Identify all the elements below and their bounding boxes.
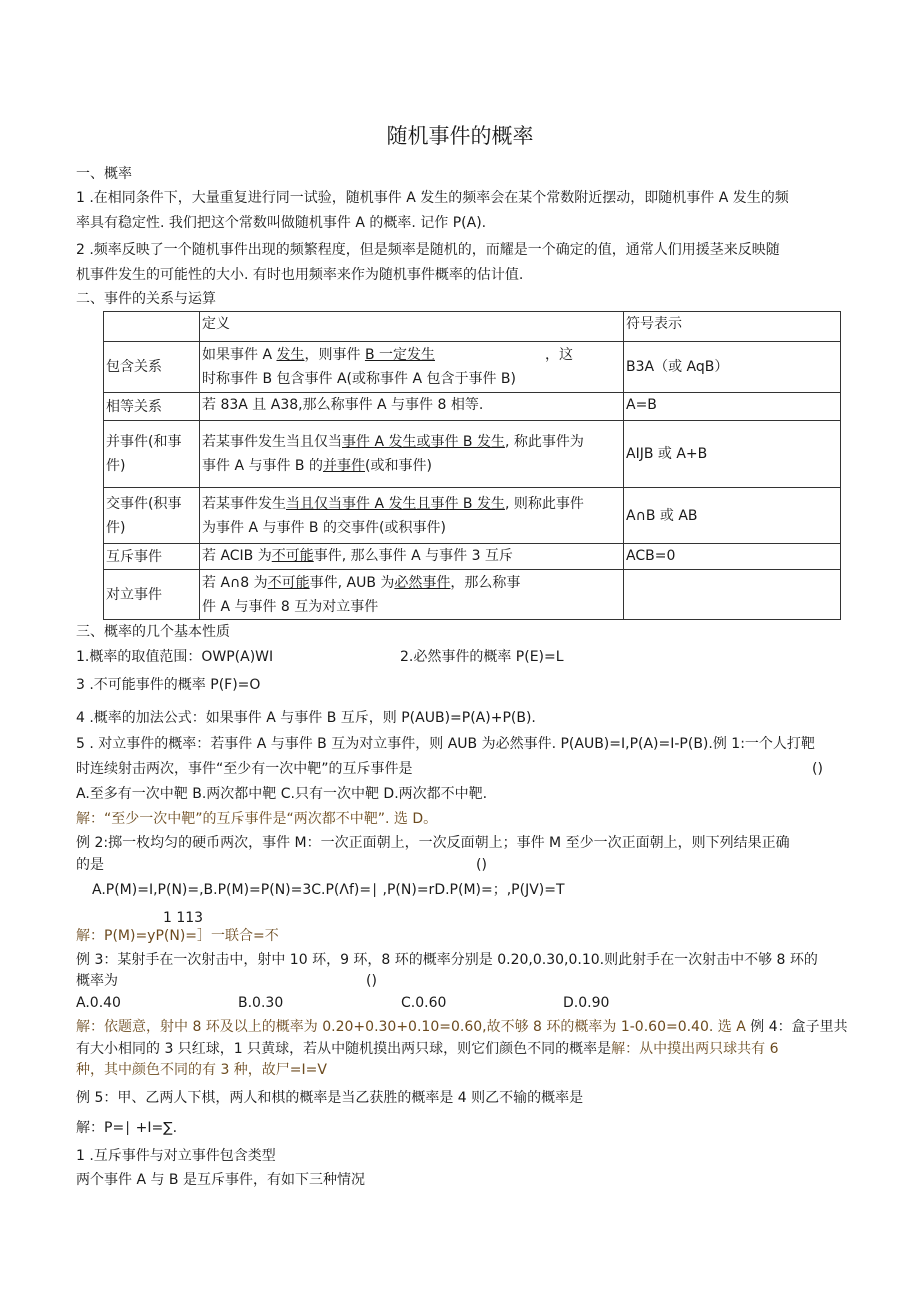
relation-name: 互斥事件 [104, 544, 200, 570]
example1-options: A.至多有一次中靶 B.两次都中靶 C.只有一次中靶 D.两次都不中靶. [76, 786, 488, 802]
example4-solution-b: 种，其中颜色不同的有 3 种，故尸=I=V [76, 1062, 327, 1078]
example4-question-a: 例 4：盒子里共 [745, 1019, 848, 1035]
example3-solution: 解：依题意，射中 8 环及以上的概率为 0.20+0.30+0.10=0.60,故不够 8 环的概率为 1-0.60=0.40. 选 A [76, 1019, 746, 1035]
property-5a: 5 . 对立事件的概率：若事件 A 与事件 B 互为对立事件，则 AUB 为必然事件. P(AUB)=I,P(A)=I-P(B).例 1:一个人打靶 [76, 736, 815, 752]
table-row [104, 393, 841, 421]
section-heading-properties: 三、概率的几个基本性质 [76, 624, 230, 640]
header-definition: 定义 [200, 312, 624, 342]
subsection-text: 两个事件 A 与 B 是互斥事件，有如下三种情况 [76, 1172, 365, 1188]
table-header-row [104, 312, 841, 342]
example2-options: A.P(M)=I,P(N)=,B.P(M)=P(N)=3C.P(Λf)=∣ ,P(N)=rD.P(M)=；,P(JV)=T [92, 882, 565, 898]
example4-solution-a: 解：从中摸出两只球共有 6 [611, 1041, 779, 1057]
table-row [104, 544, 841, 570]
section-heading-probability: 一、概率 [76, 166, 132, 182]
relation-symbol: B3A（或 AqB） [624, 342, 841, 393]
relation-definition: 若 83A 且 A38,那么称事件 A 与事件 8 相等. [200, 393, 624, 421]
relation-symbol: ACB=0 [624, 544, 841, 570]
property-4: 4 .概率的加法公式：如果事件 A 与事件 B 互斥，则 P(AUB)=P(A)+P(B). [76, 710, 536, 726]
relation-definition [200, 342, 624, 393]
example3-option-c: C.0.60 [401, 995, 447, 1011]
section-heading-relations: 二、事件的关系与运算 [76, 291, 216, 307]
example2-solution: 解：P(M)=yP(N)=］一联合=不 [76, 928, 279, 944]
example3-option-d: D.0.90 [563, 995, 610, 1011]
subsection-heading: 1 .互斥事件与对立事件包含类型 [76, 1148, 276, 1164]
def-text: ，这 [545, 347, 573, 363]
example1-solution: 解：“至少一次中靶”的互斥事件是“两次都不中靶”. 选 D。 [76, 811, 438, 827]
event-relations-table [103, 311, 841, 620]
relation-definition: 若某事件发生当且仅当事件 A 发生或事件 B 发生, 称此事件为 事件 A 与事件 B 的并事件(或和事件) [200, 421, 624, 488]
def-underlined: B 一定发生 [364, 347, 435, 363]
example2-question-a: 例 2:掷一枚均匀的硬币两次，事件 M：一次正面朝上，一次反面朝上；事件 M 至少一次正面朝上，则下列结果正确 [76, 835, 790, 851]
relation-definition: 若某事件发生当且仅当事件 A 发生且事件 B 发生, 则称此事件 为事件 A 与事件 B 的交事件(或积事件) [200, 488, 624, 544]
example3-question-a: 例 3：某射手在一次射击中，射中 10 环，9 环，8 环的概率分别是 0.20,0.30,0.10.则此射手在一次射击中不够 8 环的 [76, 952, 818, 968]
property-1: 1.概率的取值范围：OWP(A)WI [76, 649, 274, 665]
paragraph-2b: 机事件发生的可能性的大小. 有时也用频率来作为随机事件概率的估计值. [76, 267, 524, 283]
table-row [104, 421, 841, 488]
table-row [104, 488, 841, 544]
def-underlined: 并事件 [322, 458, 365, 474]
page-title: 随机事件的概率 [386, 124, 534, 148]
paragraph-1a: 1 .在相同条件下，大量重复进行同一试验，随机事件 A 发生的频率会在某个常数附近摆动，即随机事件 A 发生的频 [76, 190, 789, 206]
def-underlined: 不可能 [271, 548, 314, 564]
def-underlined: 必然事件 [394, 574, 451, 591]
example5-solution: 解：P=∣ +I=∑. [76, 1120, 178, 1136]
example3-question-b: 概率为 [76, 973, 118, 989]
def-text: 如果事件 A [202, 347, 277, 363]
relation-name: 并事件(和事 件) [104, 421, 200, 488]
def-underlined: 当且仅当事件 A 发生且事件 B 发生 [286, 495, 505, 512]
relation-symbol: A=B [624, 393, 841, 421]
property-2: 2.必然事件的概率 P(E)=L [400, 649, 564, 665]
relation-name: 相等关系 [104, 393, 200, 421]
example4-line [76, 1039, 779, 1059]
relation-symbol [624, 570, 841, 620]
table-row [104, 570, 841, 620]
example3-option-b: B.0.30 [238, 995, 284, 1011]
example3-solution-line [76, 1017, 848, 1037]
table-row [104, 342, 841, 393]
relation-name: 包含关系 [104, 342, 200, 393]
relation-definition: 若 ACIB 为不可能事件, 那么事件 A 与事件 3 互斥 [200, 544, 624, 570]
def-underlined: 不可能 [267, 574, 310, 591]
example2-question-b: 的是 [76, 857, 104, 873]
def-underlined: 事件 A 发生或事件 B 发生 [342, 434, 505, 450]
relation-name: 对立事件 [104, 570, 200, 620]
property-5b: 时连续射击两次，事件“至少有一次中靶”的互斥事件是 [76, 761, 413, 777]
relation-definition: 若 A∩8 为不可能事件, AUB 为必然事件，那么称事 件 A 与事件 8 互为对立事件 [200, 570, 624, 620]
def-text: ，则事件 [304, 347, 365, 363]
example2-fractions: 1 113 [163, 910, 204, 926]
paragraph-2a: 2 .频率反映了一个随机事件出现的频繁程度，但是频率是随机的，而耀是一个确定的值，通常人们用援茎来反映随 [76, 242, 780, 258]
def-text: 时称事件 B 包含事件 A(或称事件 A 包含于事件 B) [202, 371, 516, 387]
answer-paren: () [476, 857, 487, 873]
relation-name: 交事件(积事 件) [104, 488, 200, 544]
property-3: 3 .不可能事件的概率 P(F)=O [76, 677, 261, 693]
example5-question: 例 5：甲、乙两人下棋，两人和棋的概率是当乙获胜的概率是 4 则乙不输的概率是 [76, 1090, 584, 1106]
answer-paren: () [812, 761, 823, 777]
def-underlined: 发生 [276, 347, 305, 363]
example4-question-b: 有大小相同的 3 只红球，1 只黄球，若从中随机摸出两只球，则它们颜色不同的概率是 [76, 1041, 612, 1057]
example3-option-a: A.0.40 [76, 995, 121, 1011]
relation-symbol: AIJB 或 A+B [624, 421, 841, 488]
header-empty [104, 312, 200, 342]
header-symbol: 符号表示 [624, 312, 841, 342]
relation-symbol: A∩B 或 AB [624, 488, 841, 544]
answer-paren: () [366, 973, 377, 989]
paragraph-1b: 率具有稳定性. 我们把这个常数叫做随机事件 A 的概率. 记作 P(A). [76, 215, 487, 231]
